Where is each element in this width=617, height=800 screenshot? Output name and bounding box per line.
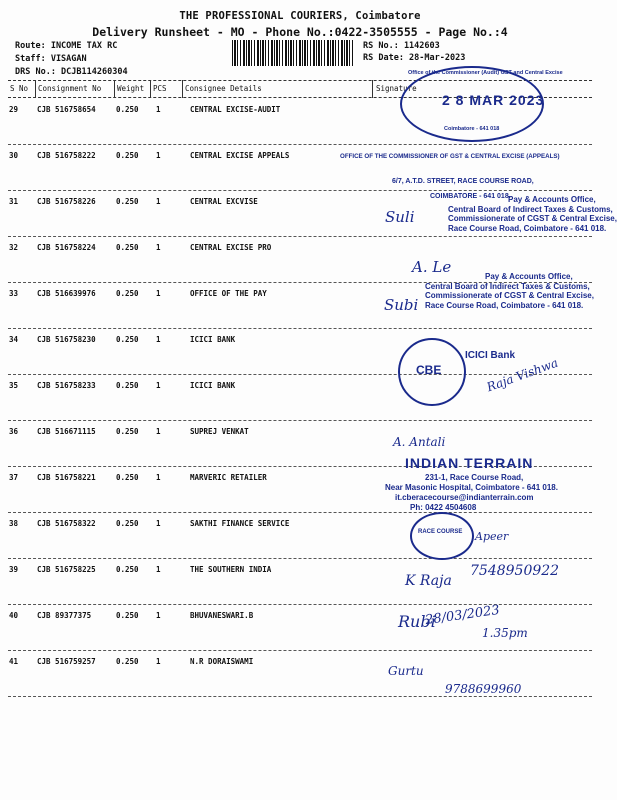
signature-38: Apeer — [475, 530, 509, 543]
col-pcs: PCS — [153, 84, 167, 93]
row-consignment-no: CJB 516758230 — [37, 335, 96, 344]
row-weight: 0.250 — [116, 565, 139, 574]
route-label: Route: INCOME TAX RC — [15, 41, 118, 51]
row-sno: 34 — [9, 335, 19, 344]
row-consignee: OFFICE OF THE PAY — [190, 289, 267, 298]
appeals-stamp-line1: OFFICE OF THE COMMISSIONER OF GST & CENTRAL EXCISE (APPEALS) — [340, 153, 560, 160]
row-consignee: THE SOUTHERN INDIA — [190, 565, 272, 574]
row-consignment-no: CJB 516758233 — [37, 381, 96, 390]
row-consignee: BHUVANESWARI.B — [190, 611, 254, 620]
row-pcs: 1 — [156, 335, 161, 344]
icici-stamp-text: ICICI Bank — [465, 350, 516, 361]
pay-accounts-stamp-33: Pay & Accounts Office, Central Board of Indirect Taxes & Customs, Commissionerate of CGST & Central Excise, Race Course Road, Coimbatore - 641 018. — [425, 272, 594, 310]
row-pcs: 1 — [156, 473, 161, 482]
row-consignment-no: CJB 516758224 — [37, 243, 96, 252]
col-consignment: Consignment No — [38, 84, 102, 93]
row-pcs: 1 — [156, 289, 161, 298]
row-pcs: 1 — [156, 611, 161, 620]
row-sno: 29 — [9, 105, 19, 114]
signature-41b: 9788699960 — [445, 682, 522, 696]
row-sno: 41 — [9, 657, 19, 666]
signature-31: Suli — [385, 208, 415, 226]
row-pcs: 1 — [156, 565, 161, 574]
row-pcs: 1 — [156, 381, 161, 390]
signature-40a: Rubi — [398, 612, 436, 631]
row-pcs: 1 — [156, 519, 161, 528]
row-pcs: 1 — [156, 657, 161, 666]
row-pcs: 1 — [156, 151, 161, 160]
row-weight: 0.250 — [116, 243, 139, 252]
signature-33b: Subi — [384, 296, 419, 314]
row-sno: 35 — [9, 381, 19, 390]
signature-41a: Gurtu — [388, 664, 424, 678]
signature-35: Raja Vishwa — [484, 355, 560, 395]
row-sno: 37 — [9, 473, 19, 482]
row-consignment-no: CJB 516671115 — [37, 427, 96, 436]
row-sno: 39 — [9, 565, 19, 574]
row-weight: 0.250 — [116, 611, 139, 620]
row-weight: 0.250 — [116, 289, 139, 298]
row-pcs: 1 — [156, 105, 161, 114]
staff-label: Staff: VISAGAN — [15, 54, 87, 64]
row-consignee: CENTRAL EXCISE-AUDIT — [190, 105, 281, 114]
row-consignment-no: CJB 89377375 — [37, 611, 92, 620]
row-consignment-no: CJB 516758322 — [37, 519, 96, 528]
row-weight: 0.250 — [116, 381, 139, 390]
row-consignment-no: CJB 516758225 — [37, 565, 96, 574]
col-signature: Signature — [376, 84, 417, 93]
row-consignment-no: CJB 516758222 — [37, 151, 96, 160]
indian-terrain-stamp: INDIAN TERRAIN 231-1, Race Course Road, Near Masonic Hospital, Coimbatore - 641 018. it.cberacecourse@indianterrain.com Ph: 0422 4504608 — [385, 455, 558, 512]
signature-40-time: 1.35pm — [482, 626, 528, 640]
row-pcs: 1 — [156, 427, 161, 436]
runsheet-title: Delivery Runsheet - MO - Phone No.:0422-3505555 - Page No.:4 — [92, 25, 508, 39]
appeals-stamp-line3: COIMBATORE - 641 018. — [430, 193, 511, 200]
pay-accounts-stamp-31: Pay & Accounts Office, Central Board of Indirect Taxes & Customs, Commissionerate of CGST & Central Excise, Race Course Road, Coimbatore - 641 018. — [448, 195, 617, 233]
row-weight: 0.250 — [116, 473, 139, 482]
signature-36: A. Antali — [393, 435, 446, 449]
row-pcs: 1 — [156, 197, 161, 206]
row-consignment-no: CJB 516758654 — [37, 105, 96, 114]
row-consignment-no: CJB 516639976 — [37, 289, 96, 298]
column-divider — [182, 80, 183, 98]
row-consignee: ICICI BANK — [190, 381, 236, 390]
row-consignee: CENTRAL EXCISE APPEALS — [190, 151, 290, 160]
rs-number: RS No.: 1142603 — [363, 41, 440, 51]
column-divider — [150, 80, 151, 98]
row-consignee: SUPREJ VENKAT — [190, 427, 249, 436]
col-weight: Weight — [117, 84, 145, 93]
drs-number: DRS No.: DCJB114260304 — [15, 67, 128, 77]
row-sno: 36 — [9, 427, 19, 436]
rs-date: RS Date: 28-Mar-2023 — [363, 53, 466, 63]
row-consignment-no: CJB 516758221 — [37, 473, 96, 482]
row-sno: 32 — [9, 243, 19, 252]
column-divider — [372, 80, 373, 98]
row-weight: 0.250 — [116, 427, 139, 436]
row-consignment-no: CJB 516759257 — [37, 657, 96, 666]
row-sno: 40 — [9, 611, 19, 620]
col-consignee: Consignee Details — [185, 84, 262, 93]
row-sno: 33 — [9, 289, 19, 298]
row-sno: 38 — [9, 519, 19, 528]
row-weight: 0.250 — [116, 197, 139, 206]
row-weight: 0.250 — [116, 151, 139, 160]
row-weight: 0.250 — [116, 519, 139, 528]
row-consignee: N.R DORAISWAMI — [190, 657, 254, 666]
row-consignee: MARVERIC RETAILER — [190, 473, 267, 482]
sakthi-finance-seal: RACE COURSE — [410, 512, 474, 560]
row-sno: 30 — [9, 151, 19, 160]
icici-bank-seal: CBE — [398, 338, 466, 406]
signature-39b: 7548950922 — [470, 563, 560, 579]
row-pcs: 1 — [156, 243, 161, 252]
company-title: THE PROFESSIONAL COURIERS, Coimbatore — [179, 10, 421, 22]
column-divider — [35, 80, 36, 98]
row-weight: 0.250 — [116, 335, 139, 344]
row-consignee: CENTRAL EXCISE PRO — [190, 243, 272, 252]
row-consignment-no: CJB 516758226 — [37, 197, 96, 206]
commissioner-audit-date-stamp: Office of the Commissioner (Audit) GST and Central Excise 2 8 MAR 2023 Coimbatore - 641 018 — [400, 66, 544, 142]
barcode — [232, 40, 355, 66]
column-divider — [114, 80, 115, 98]
row-consignee: SAKTHI FINANCE SERVICE — [190, 519, 290, 528]
row-weight: 0.250 — [116, 105, 139, 114]
signature-40-date: 28/03/2023 — [424, 602, 501, 629]
row-consignee: CENTRAL EXCVISE — [190, 197, 258, 206]
row-weight: 0.250 — [116, 657, 139, 666]
signature-33a: A. Le — [412, 258, 452, 276]
row-sno: 31 — [9, 197, 19, 206]
col-sno: S No — [10, 84, 29, 93]
appeals-stamp-line2: 6/7, A.T.D. STREET, RACE COURSE ROAD, — [392, 178, 534, 185]
row-consignee: ICICI BANK — [190, 335, 236, 344]
signature-39a: K Raja — [405, 573, 452, 589]
